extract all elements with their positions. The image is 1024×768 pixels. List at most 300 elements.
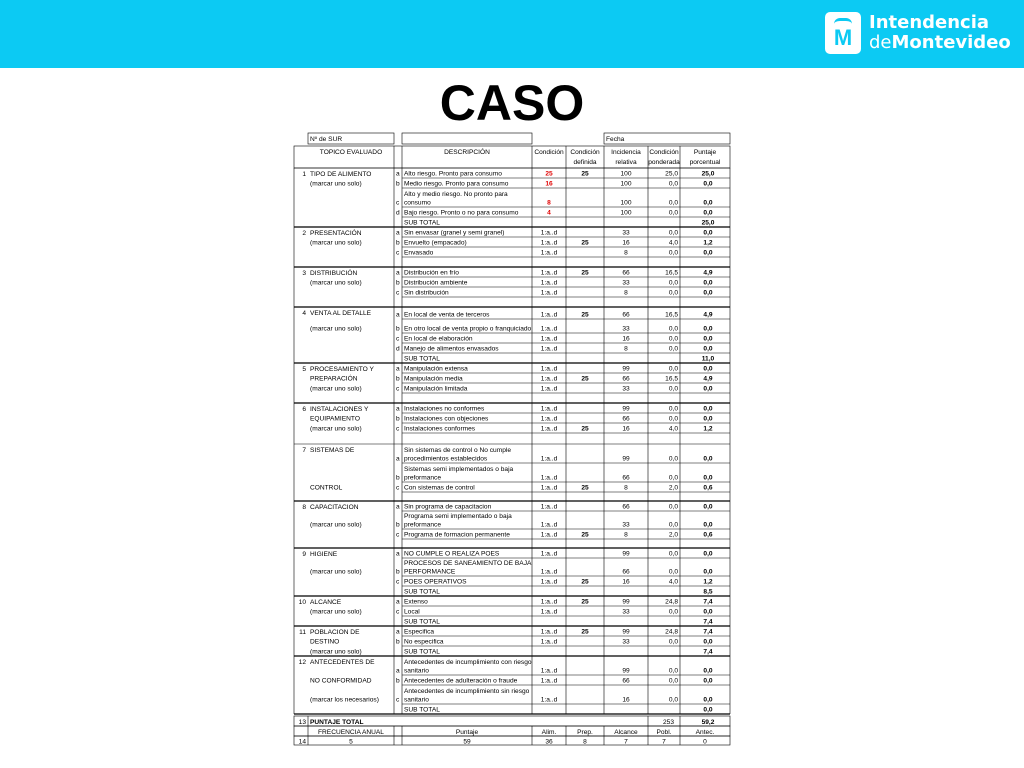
puntaje-value: 0,0 xyxy=(703,229,713,237)
topic-label: (marcar uno solo) xyxy=(310,425,362,433)
option-description: Especifica xyxy=(404,628,435,636)
puntaje-value: 0,0 xyxy=(703,209,713,217)
topic-number: 4 xyxy=(302,310,306,317)
puntaje-value: 25,0 xyxy=(701,170,715,178)
topic-label: PREPARACIÓN xyxy=(310,375,358,383)
condicion-value: 1:a..d xyxy=(540,696,558,704)
col-condicion-definida-header: Condición xyxy=(570,149,600,156)
puntaje-value: 7,4 xyxy=(703,598,713,606)
ponderada-value: 0,0 xyxy=(668,667,678,675)
topic-number: 3 xyxy=(302,270,306,277)
condicion-definida-value: 25 xyxy=(581,311,589,319)
incidencia-value: 33 xyxy=(622,608,630,616)
topic-label: (marcar uno solo) xyxy=(310,568,362,576)
topic-label: (marcar uno solo) xyxy=(310,385,362,393)
option-description: preformance xyxy=(404,474,442,482)
ponderada-value: 0,0 xyxy=(668,229,678,237)
option-letter: b xyxy=(396,474,400,482)
option-letter: a xyxy=(396,667,400,675)
condicion-value: 1:a..d xyxy=(540,385,558,393)
col-ponderada-header-2: ponderada xyxy=(648,159,680,166)
topic-label: NO CONFORMIDAD xyxy=(310,677,372,685)
option-description: Instalaciones no conformes xyxy=(404,405,485,413)
topic-label: (marcar los necesarios) xyxy=(310,696,379,704)
option-letter: b xyxy=(396,415,400,423)
puntaje-value: 0,0 xyxy=(703,415,713,423)
incidencia-value: 66 xyxy=(622,568,630,576)
option-letter: c xyxy=(396,289,400,297)
condicion-definida-value: 25 xyxy=(581,269,589,277)
incidencia-value: 8 xyxy=(624,249,628,257)
col-topico-header: TOPICO EVALUADO xyxy=(319,149,383,156)
ponderada-value: 0,0 xyxy=(668,696,678,704)
condicion-value: 1:a..d xyxy=(540,335,558,343)
condicion-definida-value: 25 xyxy=(581,425,589,433)
option-letter: b xyxy=(396,638,400,646)
incidencia-value: 66 xyxy=(622,503,630,511)
condicion-value: 1:a..d xyxy=(540,325,558,333)
puntaje-value: 0,0 xyxy=(703,385,713,393)
puntaje-value: 4,9 xyxy=(703,269,713,277)
topic-label: TIPO DE ALIMENTO xyxy=(310,171,372,178)
puntaje-value: 0,0 xyxy=(703,550,713,558)
ponderada-value: 0,0 xyxy=(668,405,678,413)
incidencia-value: 16 xyxy=(622,239,630,247)
condicion-value: 16 xyxy=(545,180,553,188)
logo-line-2-light: de xyxy=(869,32,892,53)
incidencia-value: 99 xyxy=(622,455,630,463)
topic-label: (marcar uno solo) xyxy=(310,279,362,287)
option-description: Sistemas semi implementados o baja xyxy=(404,466,514,473)
incidencia-value: 99 xyxy=(622,405,630,413)
puntaje-value: 4,9 xyxy=(703,375,713,383)
condicion-value: 1:a..d xyxy=(540,415,558,423)
option-description: NO CUMPLE O REALIZA POES xyxy=(404,550,500,558)
option-description: Alto riesgo. Pronto para consumo xyxy=(404,170,502,178)
incidencia-value: 100 xyxy=(620,180,632,188)
option-letter: b xyxy=(396,239,400,247)
condicion-definida-value: 25 xyxy=(581,598,589,606)
condicion-value: 1:a..d xyxy=(540,455,558,463)
option-description: PROCESOS DE SANEAMIENTO DE BAJA xyxy=(404,560,532,567)
option-letter: a xyxy=(396,455,400,463)
option-letter: a xyxy=(396,229,400,237)
topic-label: (marcar uno solo) xyxy=(310,521,362,529)
option-letter: a xyxy=(396,405,400,413)
ponderada-value: 0,0 xyxy=(668,345,678,353)
option-description: procedimientos establecidos xyxy=(404,455,488,463)
freq-pobl-header: Pobl. xyxy=(656,729,672,736)
puntaje-value: 0,0 xyxy=(703,335,713,343)
topic-number: 1 xyxy=(302,171,306,178)
col-incidencia-header: Incidencia xyxy=(611,149,641,156)
condicion-value: 1:a..d xyxy=(540,667,558,675)
ponderada-value: 0,0 xyxy=(668,385,678,393)
puntaje-value: 0,0 xyxy=(703,249,713,257)
option-description: Envuelto (empacado) xyxy=(404,239,467,247)
incidencia-value: 66 xyxy=(622,474,630,482)
topic-number: 12 xyxy=(298,659,306,666)
condicion-value: 1:a..d xyxy=(540,405,558,413)
option-description: POES OPERATIVOS xyxy=(404,578,467,586)
puntaje-value: 0,0 xyxy=(703,345,713,353)
topic-label: DESTINO xyxy=(310,638,340,646)
incidencia-value: 8 xyxy=(624,345,628,353)
puntaje-value: 0,0 xyxy=(703,696,713,704)
topic-label: HIGIENE xyxy=(310,551,338,558)
ponderada-value: 0,0 xyxy=(668,180,678,188)
subtotal-label: SUB TOTAL xyxy=(404,355,440,363)
ponderada-value: 2,0 xyxy=(668,484,678,492)
puntaje-value-final: 59 xyxy=(463,738,471,746)
topic-number: 7 xyxy=(302,447,306,454)
incidencia-value: 33 xyxy=(622,229,630,237)
ponderada-value: 0,0 xyxy=(668,550,678,558)
puntaje-value: 11,0 xyxy=(701,355,715,363)
condicion-value: 1:a..d xyxy=(540,638,558,646)
total-number: 13 xyxy=(298,719,306,726)
incidencia-value: 33 xyxy=(622,638,630,646)
condicion-value: 1:a..d xyxy=(540,269,558,277)
ponderada-value: 16,5 xyxy=(665,269,678,277)
puntaje-value: 0,0 xyxy=(703,667,713,675)
puntaje-value: 7,4 xyxy=(703,628,713,636)
ponderada-value: 0,0 xyxy=(668,474,678,482)
logo-line-2-bold: Montevideo xyxy=(891,32,1011,53)
ponderada-value: 0,0 xyxy=(668,249,678,257)
logo-mark-icon: M xyxy=(825,12,861,54)
topic-number: 11 xyxy=(299,629,306,636)
freq-antec-header: Antec. xyxy=(695,729,715,736)
incidencia-value: 16 xyxy=(622,696,630,704)
option-letter: a xyxy=(396,628,400,636)
puntaje-value: 0,0 xyxy=(703,199,713,207)
topic-label: (marcar uno solo) xyxy=(310,608,362,616)
option-letter: b xyxy=(396,279,400,287)
freq-value: 5 xyxy=(349,738,353,746)
condicion-value: 1:a..d xyxy=(540,249,558,257)
topic-label: (marcar uno solo) xyxy=(310,239,362,247)
sur-value-box xyxy=(402,133,532,144)
incidencia-value: 99 xyxy=(622,365,630,373)
ponderada-value: 0,0 xyxy=(668,677,678,685)
ponderada-value: 0,0 xyxy=(668,455,678,463)
option-description: No especifica xyxy=(404,638,444,646)
freq-alcance-header: Alcance xyxy=(614,729,638,736)
condicion-value: 1:a..d xyxy=(540,365,558,373)
incidencia-value: 99 xyxy=(622,598,630,606)
col-descripcion-header: DESCRIPCIÓN xyxy=(444,149,490,156)
page-title: CASO xyxy=(439,75,585,131)
topic-label: ALCANCE xyxy=(310,599,342,606)
topic-label: CONTROL xyxy=(310,484,343,492)
condicion-definida-value: 25 xyxy=(581,531,589,539)
incidencia-value: 100 xyxy=(620,170,632,178)
option-letter: b xyxy=(396,180,400,188)
condicion-definida-value: 25 xyxy=(581,239,589,247)
condicion-value: 1:a..d xyxy=(540,279,558,287)
topic-label: PROCESAMIENTO Y xyxy=(310,366,374,373)
option-description: Bajo riesgo. Pronto o no para consumo xyxy=(404,209,519,217)
incidencia-value: 8 xyxy=(624,484,628,492)
puntaje-value: 4,9 xyxy=(703,311,713,319)
freq-puntaje-header: Puntaje xyxy=(455,729,479,736)
ponderada-value: 0,0 xyxy=(668,365,678,373)
option-description: Local xyxy=(404,608,420,616)
option-letter: b xyxy=(396,568,400,576)
option-description: Sin sistemas de control o No cumple xyxy=(404,447,512,454)
freq-alim-header: Alim. xyxy=(541,729,557,736)
puntaje-value: 0,0 xyxy=(703,568,713,576)
option-letter: a xyxy=(396,503,400,511)
option-description: Con sistemas de control xyxy=(404,484,475,492)
incidencia-value: 100 xyxy=(620,199,632,207)
ponderada-value: 0,0 xyxy=(668,638,678,646)
option-description: sanitario xyxy=(404,696,429,704)
condicion-value: 1:a..d xyxy=(540,239,558,247)
incidencia-value: 33 xyxy=(622,385,630,393)
option-letter: c xyxy=(396,608,400,616)
ponderada-value: 4,0 xyxy=(668,239,678,247)
topic-label: PRESENTACIÓN xyxy=(310,230,362,237)
ponderada-value: 16,5 xyxy=(665,311,678,319)
option-letter: b xyxy=(396,677,400,685)
puntaje-value: 0,6 xyxy=(703,531,713,539)
puntaje-value: 0,0 xyxy=(703,706,713,714)
sur-label: Nº de SUR xyxy=(310,136,343,143)
col-incidencia-header-2: relativa xyxy=(615,159,637,166)
puntaje-value: 7,4 xyxy=(703,618,713,626)
option-letter: c xyxy=(396,385,400,393)
prep-value: 8 xyxy=(583,738,587,746)
ponderada-value: 4,0 xyxy=(668,425,678,433)
option-letter: a xyxy=(396,598,400,606)
puntaje-value: 0,0 xyxy=(703,365,713,373)
puntaje-value: 0,0 xyxy=(703,521,713,529)
option-description: Programa de formacion permanente xyxy=(404,531,510,539)
option-description: Sin distribución xyxy=(404,289,449,297)
col-condicion-header: Condición xyxy=(534,149,564,156)
condicion-value: 1:a..d xyxy=(540,521,558,529)
condicion-definida-value: 25 xyxy=(581,578,589,586)
option-description: Instalaciones conformes xyxy=(404,425,476,433)
condicion-value: 1:a..d xyxy=(540,474,558,482)
incidencia-value: 66 xyxy=(622,311,630,319)
subtotal-label: SUB TOTAL xyxy=(404,588,440,596)
topic-label: (marcar uno solo) xyxy=(310,180,362,188)
condicion-value: 8 xyxy=(547,199,551,207)
option-description: Envasado xyxy=(404,249,434,257)
topic-label: DISTRIBUCIÓN xyxy=(310,270,358,277)
option-description: Sin envasar (granel y semi granel) xyxy=(404,229,505,237)
option-letter: c xyxy=(396,199,400,207)
topic-label: POBLACION DE xyxy=(310,629,360,636)
incidencia-value: 99 xyxy=(622,628,630,636)
option-description: En local de elaboración xyxy=(404,335,473,343)
option-description: Programa semi implementado o baja xyxy=(404,513,512,520)
condicion-value: 1:a..d xyxy=(540,550,558,558)
incidencia-value: 66 xyxy=(622,677,630,685)
option-letter: a xyxy=(396,550,400,558)
ponderada-value: 0,0 xyxy=(668,608,678,616)
ponderada-value: 0,0 xyxy=(668,568,678,576)
puntaje-value: 0,0 xyxy=(703,279,713,287)
incidencia-value: 33 xyxy=(622,279,630,287)
condicion-value: 1:a..d xyxy=(540,289,558,297)
ponderada-value: 25,0 xyxy=(665,170,678,178)
incidencia-value: 66 xyxy=(622,375,630,383)
puntaje-value: 0,0 xyxy=(703,677,713,685)
ponderada-value: 0,0 xyxy=(668,199,678,207)
condicion-value: 1:a..d xyxy=(540,375,558,383)
subtotal-label: SUB TOTAL xyxy=(404,219,440,227)
condicion-value: 1:a..d xyxy=(540,531,558,539)
total-label: PUNTAJE TOTAL xyxy=(310,719,364,726)
incidencia-value: 66 xyxy=(622,415,630,423)
incidencia-value: 16 xyxy=(622,578,630,586)
ponderada-value: 0,0 xyxy=(668,335,678,343)
topic-label: SISTEMAS DE xyxy=(310,447,355,454)
condicion-value: 1:a..d xyxy=(540,628,558,636)
alcance-value: 7 xyxy=(624,738,628,746)
puntaje-value: 0,0 xyxy=(703,503,713,511)
puntaje-value: 0,0 xyxy=(703,638,713,646)
option-letter: c xyxy=(396,531,400,539)
freq-label: FRECUENCIA ANUAL xyxy=(318,729,384,736)
subtotal-label: SUB TOTAL xyxy=(404,648,440,656)
ponderada-value: 0,0 xyxy=(668,521,678,529)
topic-number: 8 xyxy=(302,504,306,511)
puntaje-value: 0,0 xyxy=(703,474,713,482)
condicion-definida-value: 25 xyxy=(581,170,589,178)
ponderada-value: 0,0 xyxy=(668,415,678,423)
ponderada-value: 0,0 xyxy=(668,503,678,511)
option-description: Antecedentes de incumplimiento sin riesgo xyxy=(404,688,530,695)
topic-label: VENTA AL DETALLE xyxy=(310,310,372,317)
puntaje-value: 7,4 xyxy=(703,648,713,656)
topic-label: ANTECEDENTES DE xyxy=(310,659,375,666)
option-letter: c xyxy=(396,696,400,704)
topic-number: 6 xyxy=(302,406,306,413)
puntaje-value: 0,0 xyxy=(703,180,713,188)
condicion-value: 1:a..d xyxy=(540,503,558,511)
col-ponderada-header: Condición xyxy=(649,149,679,156)
condicion-value: 4 xyxy=(547,209,551,217)
puntaje-value: 0,0 xyxy=(703,289,713,297)
option-letter: c xyxy=(396,484,400,492)
puntaje-value: 0,0 xyxy=(703,608,713,616)
condicion-value: 1:a..d xyxy=(540,677,558,685)
col-puntaje-header-2: porcentual xyxy=(689,159,721,166)
topic-number: 9 xyxy=(302,551,306,558)
puntaje-value: 0,0 xyxy=(703,405,713,413)
condicion-value: 1:a..d xyxy=(540,345,558,353)
option-description: Manipulación extensa xyxy=(404,365,468,373)
option-description: Distribución en frío xyxy=(404,269,459,277)
ponderada-value: 24,8 xyxy=(665,598,678,606)
ponderada-value: 24,8 xyxy=(665,628,678,636)
topic-label: (marcar uno solo) xyxy=(310,648,362,656)
incidencia-value: 16 xyxy=(622,425,630,433)
condicion-value: 1:a..d xyxy=(540,484,558,492)
option-description: Sin programa de capacitacion xyxy=(404,503,492,511)
topic-number: 10 xyxy=(298,599,306,606)
topic-label: CAPACITACION xyxy=(310,504,359,511)
col-puntaje-header: Puntaje xyxy=(693,149,717,156)
option-letter: c xyxy=(396,578,400,586)
option-description: Manejo de alimentos envasados xyxy=(404,345,499,353)
incidencia-value: 33 xyxy=(622,521,630,529)
option-description: Instalaciones con objeciones xyxy=(404,415,489,423)
condicion-value: 1:a..d xyxy=(540,608,558,616)
freq-prep-header: Prep. xyxy=(577,729,593,736)
option-description: Alto y medio riesgo. No pronto para xyxy=(404,191,508,198)
condicion-value: 1:a..d xyxy=(540,598,558,606)
option-description: En otro local de venta propio o franquiciado xyxy=(404,325,532,333)
topic-label: EQUIPAMIENTO xyxy=(310,415,360,423)
option-letter: d xyxy=(396,345,400,353)
topic-label: INSTALACIONES Y xyxy=(310,406,369,413)
puntaje-value: 1,2 xyxy=(703,425,713,433)
ponderada-value: 2,0 xyxy=(668,531,678,539)
incidencia-value: 16 xyxy=(622,335,630,343)
ponderada-value: 16,5 xyxy=(665,375,678,383)
incidencia-value: 99 xyxy=(622,550,630,558)
option-letter: c xyxy=(396,249,400,257)
topic-label: (marcar uno solo) xyxy=(310,325,362,333)
pobl-value: 7 xyxy=(662,738,666,746)
option-description: preformance xyxy=(404,521,442,529)
condicion-value: 1:a..d xyxy=(540,229,558,237)
option-letter: b xyxy=(396,521,400,529)
option-description: Extenso xyxy=(404,598,428,606)
option-description: consumo xyxy=(404,199,431,207)
condicion-definida-value: 25 xyxy=(581,484,589,492)
puntaje-value: 0,0 xyxy=(703,455,713,463)
condicion-value: 1:a..d xyxy=(540,425,558,433)
incidencia-value: 99 xyxy=(622,667,630,675)
option-description: Manipulación media xyxy=(404,375,463,383)
ponderada-value: 0,0 xyxy=(668,209,678,217)
topic-number: 5 xyxy=(302,366,306,373)
incidencia-value: 66 xyxy=(622,269,630,277)
subtotal-label: SUB TOTAL xyxy=(404,618,440,626)
puntaje-value: 25,0 xyxy=(701,219,715,227)
option-letter: c xyxy=(396,425,400,433)
option-description: Antecedentes de adulteración o fraude xyxy=(404,677,518,685)
option-letter: a xyxy=(396,170,400,178)
total-score: 59,2 xyxy=(701,719,715,726)
puntaje-value: 0,0 xyxy=(703,325,713,333)
incidencia-value: 8 xyxy=(624,289,628,297)
fecha-label: Fecha xyxy=(606,136,625,143)
option-letter: a xyxy=(396,365,400,373)
condicion-definida-value: 25 xyxy=(581,375,589,383)
option-letter: b xyxy=(396,325,400,333)
option-description: En local de venta de terceros xyxy=(404,311,490,319)
condicion-value: 1:a..d xyxy=(540,578,558,586)
puntaje-value: 0,6 xyxy=(703,484,713,492)
option-description: Medio riesgo. Pronto para consumo xyxy=(404,180,509,188)
option-letter: b xyxy=(396,375,400,383)
puntaje-value: 8,5 xyxy=(703,588,713,596)
puntaje-value: 1,2 xyxy=(703,239,713,247)
puntaje-value: 1,2 xyxy=(703,578,713,586)
option-letter: a xyxy=(396,269,400,277)
condicion-definida-value: 25 xyxy=(581,628,589,636)
incidencia-value: 8 xyxy=(624,531,628,539)
condicion-value: 1:a..d xyxy=(540,311,558,319)
